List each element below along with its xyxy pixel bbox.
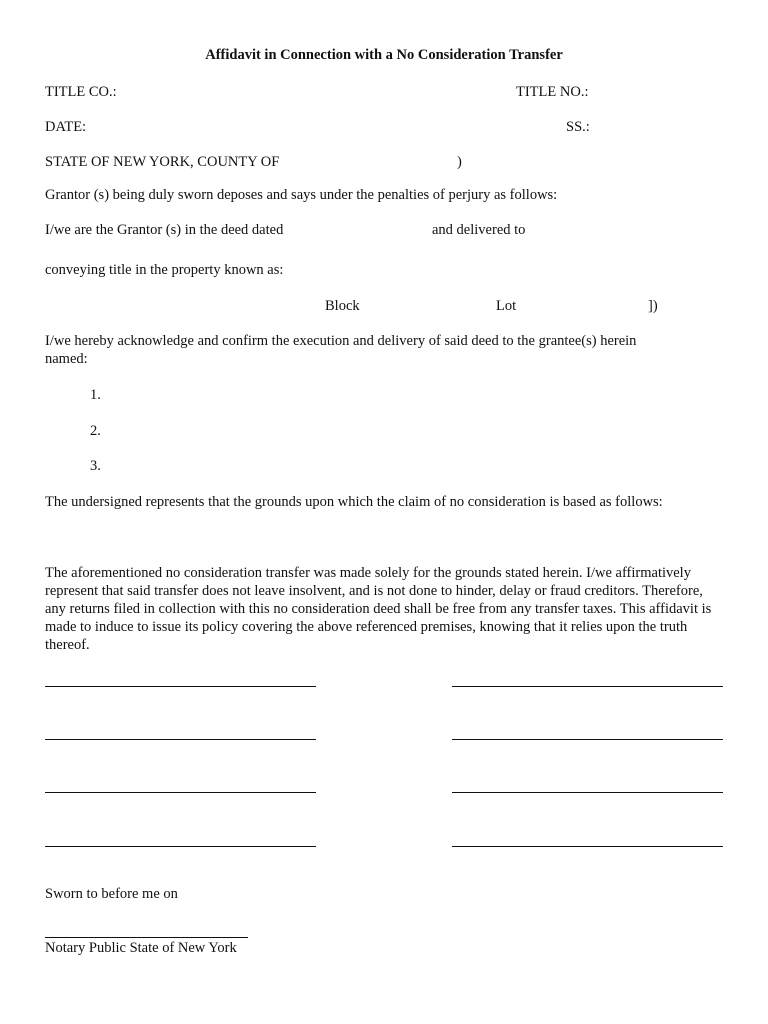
conveying-text: conveying title in the property known as: (45, 262, 284, 278)
lot-label: Lot (496, 298, 517, 314)
grantee-item-1: 1. (90, 387, 101, 403)
block-label: Block (325, 298, 360, 314)
grantee-item-2: 2. (90, 423, 101, 439)
signature-line (452, 686, 723, 687)
notary-signature-line (45, 937, 248, 938)
acknowledge-paragraph: I/we hereby acknowledge and confirm the execution and delivery of said deed to the grantee(s) herein named: (45, 333, 637, 367)
state-county-close: ) (457, 154, 462, 170)
title-no-label: TITLE NO.: (516, 84, 589, 100)
signature-line (452, 739, 723, 740)
signature-line (45, 792, 316, 793)
grantor-deed-text: I/we are the Grantor (s) in the deed dated (45, 222, 284, 238)
signature-line (45, 739, 316, 740)
date-label: DATE: (45, 119, 87, 135)
document-title: Affidavit in Connection with a No Consideration Transfer (205, 47, 563, 63)
intro-statement: Grantor (s) being duly sworn deposes and says under the penalties of perjury as follows: (45, 187, 558, 203)
state-county-label: STATE OF NEW YORK, COUNTY OF (45, 154, 280, 170)
signature-line (45, 846, 316, 847)
sworn-text: Sworn to before me on (45, 886, 178, 902)
signature-line (452, 792, 723, 793)
signature-line (45, 686, 316, 687)
ss-label: SS.: (566, 119, 590, 135)
transfer-statement-paragraph: The aforementioned no consideration transfer was made solely for the grounds stated herein. I/we affirmatively represent that said transfer does not leave insolvent, and is not done to hinder, delay or fraud creditors. Therefore, any returns filed in collection with this no consideration deed shall be free from any transfer taxes. This affidavit is made to induce to issue its policy covering the above referenced premises, knowing that it relies upon the truth thereof. (45, 565, 712, 653)
delivered-to-text: and delivered to (432, 222, 526, 238)
grantee-item-3: 3. (90, 458, 101, 474)
notary-label: Notary Public State of New York (45, 940, 237, 956)
block-lot-close: ]) (648, 298, 658, 314)
grounds-statement: The undersigned represents that the grounds upon which the claim of no consideration is based as follows: (45, 494, 663, 510)
title-co-label: TITLE CO.: (45, 84, 117, 100)
signature-line (452, 846, 723, 847)
